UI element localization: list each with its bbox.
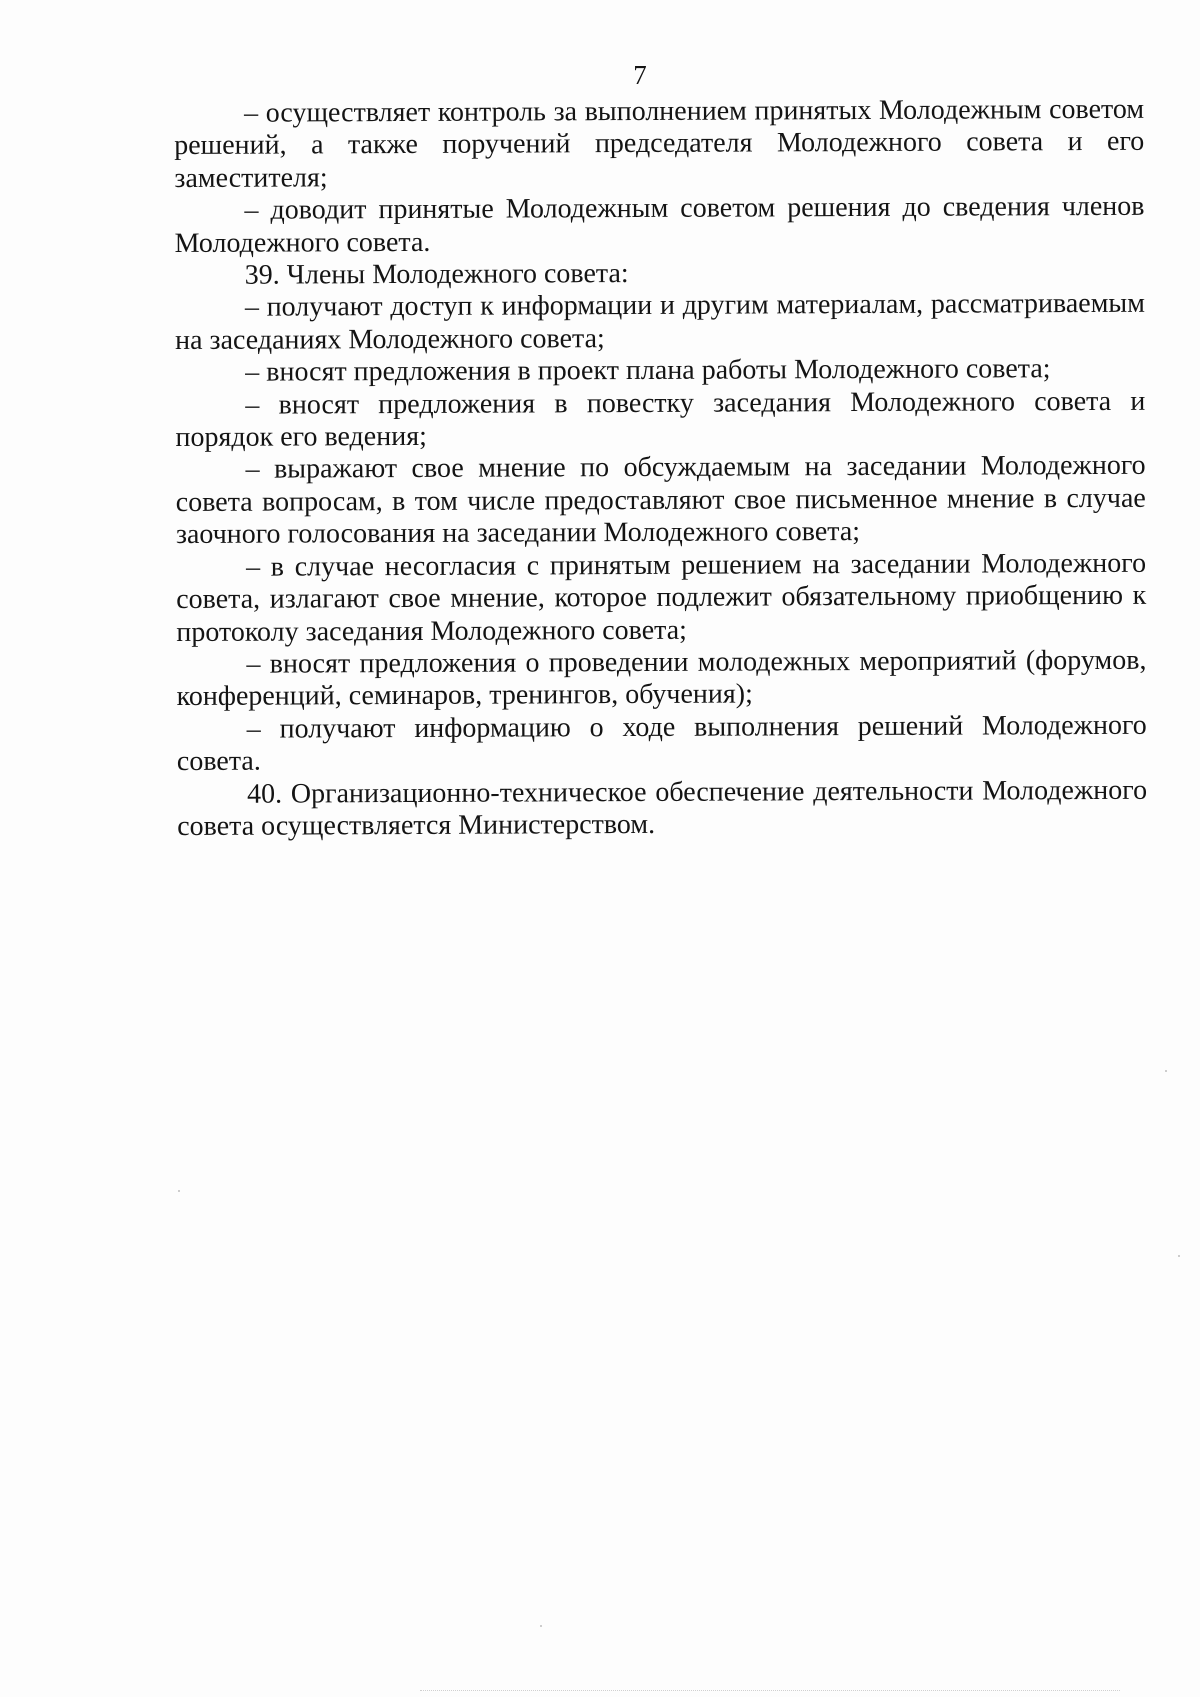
paragraph-communicate-decisions: – доводит принятые Молодежным советом решения до сведения членов Молодежного совета. bbox=[174, 190, 1145, 259]
paragraph-disagreement: – в случае несогласия с принятым решением на заседании Молодежного совета, излагают свое мнение, которое подлежит обязательному приобщению к протоколу заседания Молодежного совета; bbox=[176, 547, 1147, 648]
paragraph-receive-information: – получают информацию о ходе выполнения решений Молодежного совета. bbox=[176, 709, 1147, 778]
scan-speck bbox=[540, 1625, 542, 1627]
paragraph-express-opinion: – выражают свое мнение по обсуждаемым на заседании Молодежного совета вопросам, в том числе предоставляют свое письменное мнение в случае заочного голосования на заседании Молодежного совета; bbox=[175, 450, 1146, 551]
paragraph-youth-events: – вносят предложения о проведении молодежных мероприятий (форумов, конференций, семинаров, тренингов, обучения); bbox=[176, 644, 1147, 713]
page-number: 7 bbox=[633, 60, 647, 90]
scan-edge-line bbox=[420, 1690, 1120, 1692]
paragraph-section-39-heading: 39. Члены Молодежного совета: bbox=[244, 258, 629, 291]
scan-speck bbox=[1165, 1070, 1167, 1072]
paragraph-section-40: 40. Организационно-техническое обеспечение деятельности Молодежного совета осуществляется Министерством. bbox=[177, 774, 1148, 842]
scan-speck bbox=[178, 1190, 180, 1192]
paragraph-agenda-proposals: – вносят предложения в повестку заседания Молодежного совета и порядок его ведения; bbox=[175, 385, 1146, 454]
paragraph-control-duties: – осуществляет контроль за выполнением принятых Молодежным советом решений, а также поручений председателя Молодежного совета и его заместителя; bbox=[174, 93, 1145, 194]
paragraph-access-information: – получают доступ к информации и другим материалам, рассматриваемым на заседаниях Молодежного совета; bbox=[174, 288, 1145, 356]
paragraph-work-plan-proposals: – вносят предложения в проект плана работы Молодежного совета; bbox=[245, 353, 1051, 388]
scan-speck bbox=[1178, 1255, 1180, 1257]
document-body bbox=[174, 94, 1147, 844]
